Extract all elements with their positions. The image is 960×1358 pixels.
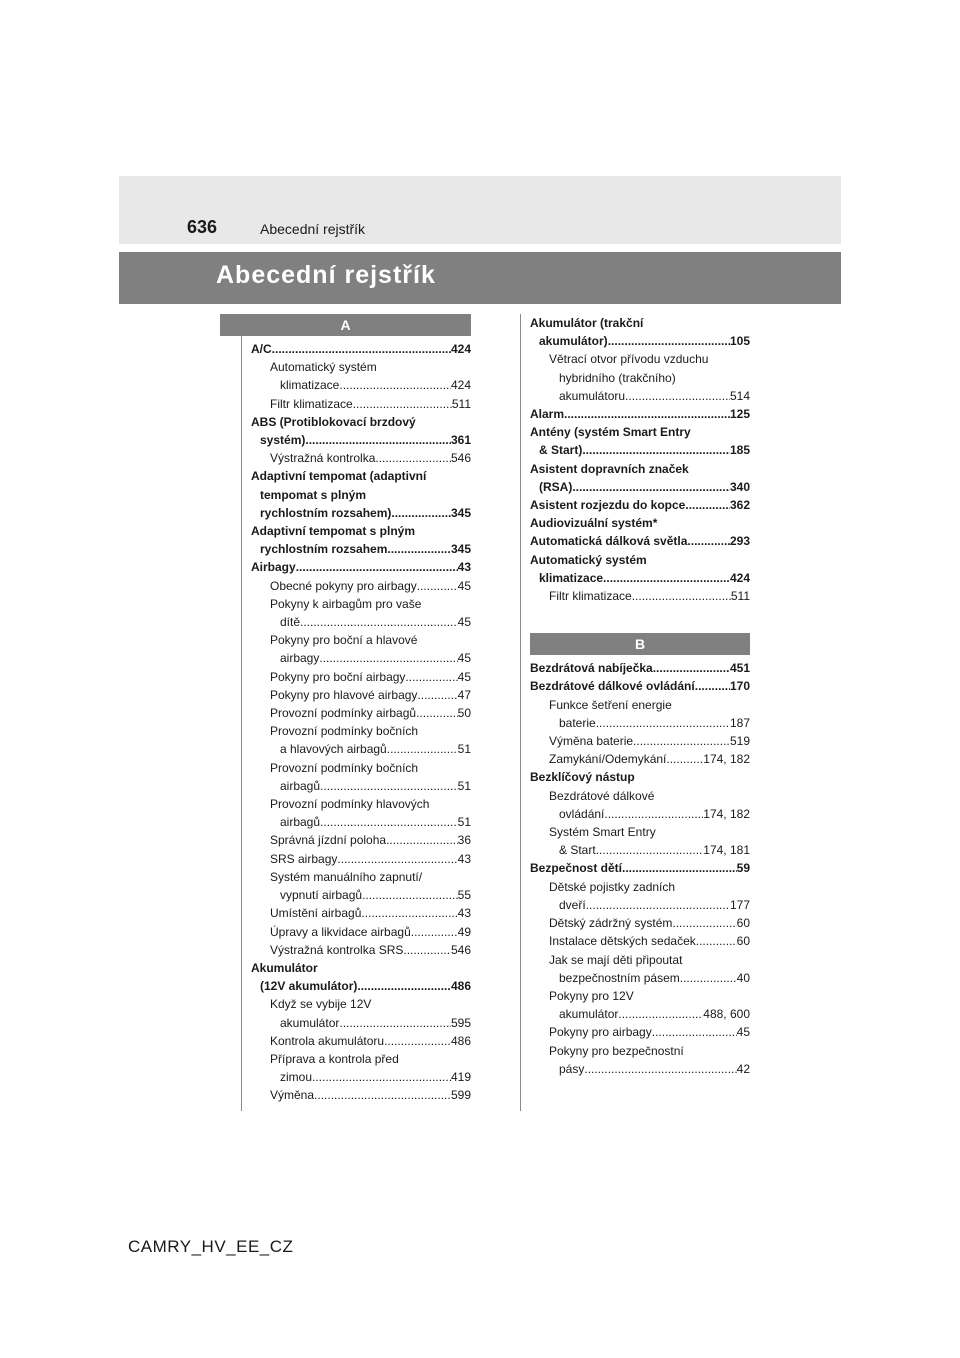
index-entry bbox=[251, 977, 471, 995]
entry-term: ..... Filtr klimatizace bbox=[270, 396, 353, 411]
entry-page-ref: 486 bbox=[450, 979, 471, 994]
entry-page-ref: 340 bbox=[729, 479, 750, 494]
index-entry bbox=[251, 904, 471, 922]
index-entry bbox=[530, 750, 750, 768]
entry-term: ..... rychlostním rozsahem bbox=[260, 542, 388, 557]
entry-term: ..... Bezdrátové dálkové ovládání bbox=[530, 679, 695, 694]
entry-page-ref: 424 bbox=[450, 378, 471, 393]
index-entry bbox=[251, 376, 471, 394]
index-column-1 bbox=[251, 314, 471, 1105]
entry-term: hybridního (trakčního) bbox=[559, 370, 676, 385]
column-rule-left bbox=[241, 314, 242, 1111]
index-entry bbox=[251, 759, 471, 777]
entry-term: tempomat s plným bbox=[260, 487, 367, 502]
entry-page-ref: 43 bbox=[457, 560, 471, 575]
entry-term: Audiovizuální systém* bbox=[530, 516, 658, 531]
entry-page-ref: 51 bbox=[457, 815, 471, 830]
entry-term: ..... Výstražná kontrolka bbox=[270, 451, 376, 466]
entry-term: Funkce šetření energie bbox=[549, 697, 672, 712]
entry-term: Pokyny pro boční a hlavové bbox=[270, 633, 418, 648]
entry-term: Když se vybije 12V bbox=[270, 997, 372, 1012]
index-entry bbox=[530, 478, 750, 496]
index-entry bbox=[530, 677, 750, 695]
entry-page-ref: 45 bbox=[457, 651, 471, 666]
entry-page-ref: 50 bbox=[457, 706, 471, 721]
entry-page-ref: 43 bbox=[457, 851, 471, 866]
entry-term: ..... zimou bbox=[280, 1070, 313, 1085]
index-entry bbox=[530, 969, 750, 987]
entry-term: ..... dveří bbox=[559, 897, 586, 912]
index-entry bbox=[251, 686, 471, 704]
entry-term: Bezdrátové dálkové bbox=[549, 788, 655, 803]
index-entry bbox=[251, 595, 471, 613]
entry-term: ..... akumulátoru bbox=[559, 388, 626, 403]
entry-term: Příprava a kontrola před bbox=[270, 1051, 399, 1066]
entry-page-ref: 546 bbox=[450, 451, 471, 466]
entry-page-ref: 59 bbox=[736, 861, 750, 876]
entry-term: Jak se mají děti připoutat bbox=[549, 952, 683, 967]
entry-term: ..... systém) bbox=[260, 433, 306, 448]
entry-term: Provozní podmínky bočních bbox=[270, 724, 419, 739]
index-entry bbox=[530, 714, 750, 732]
index-entry bbox=[530, 696, 750, 714]
column-rule-middle bbox=[520, 314, 521, 1111]
index-entry bbox=[530, 1005, 750, 1023]
index-entry bbox=[251, 649, 471, 667]
entry-page-ref: 187 bbox=[729, 715, 750, 730]
index-entry bbox=[251, 413, 471, 431]
entry-page-ref: 599 bbox=[450, 1088, 471, 1103]
entry-page-ref: 60 bbox=[736, 934, 750, 949]
entry-term: ..... klimatizace bbox=[539, 570, 604, 585]
entry-page-ref: 60 bbox=[736, 916, 750, 931]
entry-term: ..... airbagů bbox=[280, 815, 321, 830]
entry-term: ..... Umístění airbagů bbox=[270, 906, 362, 921]
index-entry bbox=[251, 467, 471, 485]
entry-page-ref: 43 bbox=[457, 906, 471, 921]
entry-term: ..... Dětský zádržný systém bbox=[549, 916, 673, 931]
entry-page-ref: 424 bbox=[450, 342, 471, 356]
entry-term: ..... a hlavových airbagů bbox=[280, 742, 387, 757]
entry-term: ..... (12V akumulátor) bbox=[260, 979, 358, 994]
index-entry bbox=[251, 995, 471, 1013]
entry-term: ..... Instalace dětských sedaček bbox=[549, 934, 696, 949]
index-entry bbox=[530, 514, 750, 532]
entry-page-ref: 45 bbox=[457, 578, 471, 593]
index-entry bbox=[251, 959, 471, 977]
index-entry bbox=[251, 613, 471, 631]
entry-page-ref: 174, 181 bbox=[703, 843, 750, 858]
entry-page-ref: 519 bbox=[729, 734, 750, 749]
letter-heading-a: A bbox=[220, 314, 471, 336]
page-number: 636 bbox=[187, 217, 218, 237]
entry-term: Automatický systém bbox=[270, 360, 377, 375]
entry-term: Systém Smart Entry bbox=[549, 825, 656, 840]
index-entry bbox=[530, 551, 750, 569]
entry-term: ..... SRS airbagy bbox=[270, 851, 338, 866]
index-entry bbox=[530, 532, 750, 550]
index-entry bbox=[251, 850, 471, 868]
index-entry bbox=[251, 831, 471, 849]
header-band bbox=[119, 176, 841, 244]
entry-page-ref: 47 bbox=[457, 687, 471, 702]
entry-term: ..... & Start) bbox=[539, 443, 583, 458]
running-header: Abecední rejstřík bbox=[260, 221, 366, 237]
entry-page-ref: 488, 600 bbox=[703, 1007, 750, 1022]
index-entry bbox=[530, 951, 750, 969]
index-entry bbox=[530, 387, 750, 405]
entry-term: Dětské pojistky zadních bbox=[549, 879, 676, 894]
entry-term: Adaptivní tempomat (adaptivní bbox=[251, 469, 427, 484]
entry-page-ref: 42 bbox=[736, 1061, 750, 1076]
index-entry bbox=[530, 768, 750, 786]
entry-page-ref: 293 bbox=[729, 534, 750, 549]
index-entry bbox=[251, 522, 471, 540]
entry-term: ..... Výměna baterie bbox=[549, 734, 634, 749]
entry-page-ref: 345 bbox=[450, 505, 471, 520]
entry-term: ..... akumulátor) bbox=[539, 334, 608, 349]
index-entry bbox=[251, 886, 471, 904]
entry-term: ..... klimatizace bbox=[280, 378, 340, 393]
index-entry bbox=[530, 841, 750, 859]
entry-term: ..... rychlostním rozsahem) bbox=[260, 505, 392, 520]
index-entry bbox=[251, 340, 471, 358]
entry-term: ..... Provozní podmínky airbagů bbox=[270, 706, 417, 721]
index-entry bbox=[530, 350, 750, 368]
index-entry bbox=[251, 577, 471, 595]
entry-page-ref: 40 bbox=[736, 970, 750, 985]
index-entry bbox=[251, 704, 471, 722]
entry-term: Provozní podmínky hlavových bbox=[270, 797, 430, 812]
entry-term: ..... pásy bbox=[559, 1061, 585, 1076]
entry-term: ..... dítě bbox=[280, 615, 301, 630]
entry-page-ref: 45 bbox=[457, 669, 471, 684]
index-entry bbox=[251, 941, 471, 959]
entry-term: ..... Pokyny pro airbagy bbox=[549, 1025, 652, 1040]
entry-page-ref: 49 bbox=[457, 924, 471, 939]
entry-page-ref: 55 bbox=[457, 888, 471, 903]
entry-term: ..... Bezpečnost dětí bbox=[530, 861, 623, 876]
index-entry bbox=[530, 878, 750, 896]
entry-page-ref: 345 bbox=[450, 542, 471, 557]
entry-term: ..... Bezdrátová nabíječka bbox=[530, 661, 653, 676]
entry-term: ..... Výstražná kontrolka SRS bbox=[270, 942, 404, 957]
index-entry bbox=[251, 486, 471, 504]
entry-page-ref: 486 bbox=[450, 1033, 471, 1048]
index-entry bbox=[530, 987, 750, 1005]
index-entry bbox=[251, 722, 471, 740]
entry-page-ref: 511 bbox=[730, 589, 750, 604]
footer-code: CAMRY_HV_EE_CZ bbox=[128, 1237, 294, 1256]
entry-term: ..... Kontrola akumulátoru bbox=[270, 1033, 385, 1048]
index-entry bbox=[530, 332, 750, 350]
entry-term: Antény (systém Smart Entry bbox=[530, 425, 691, 440]
index-entry bbox=[251, 558, 471, 576]
index-entry bbox=[251, 777, 471, 795]
index-entry bbox=[251, 1014, 471, 1032]
entry-page-ref: 511 bbox=[451, 396, 471, 411]
entry-term: Akumulátor (trakční bbox=[530, 316, 644, 330]
entry-page-ref: 419 bbox=[450, 1070, 471, 1085]
entry-term: ..... Filtr klimatizace bbox=[549, 589, 632, 604]
index-column-2 bbox=[530, 314, 750, 1078]
index-entry bbox=[530, 787, 750, 805]
entry-page-ref: 514 bbox=[729, 388, 750, 403]
entry-term: ..... baterie bbox=[559, 715, 596, 730]
entry-page-ref: 185 bbox=[729, 443, 750, 458]
index-entry bbox=[251, 358, 471, 376]
index-entry bbox=[530, 1042, 750, 1060]
entry-term: ..... vypnutí airbagů bbox=[280, 888, 363, 903]
index-entry bbox=[530, 423, 750, 441]
entry-page-ref: 174, 182 bbox=[703, 752, 750, 767]
entry-term: ..... Obecné pokyny pro airbagy bbox=[270, 578, 417, 593]
index-entry bbox=[530, 932, 750, 950]
entry-page-ref: 36 bbox=[457, 833, 471, 848]
entry-page-ref: 105 bbox=[729, 334, 750, 349]
entry-page-ref: 595 bbox=[450, 1015, 471, 1030]
entry-term: Adaptivní tempomat s plným bbox=[251, 524, 416, 539]
entry-term: ..... Alarm bbox=[530, 407, 565, 422]
entry-term: Akumulátor bbox=[251, 960, 318, 975]
entry-page-ref: 51 bbox=[457, 778, 471, 793]
entry-term: ..... Automatická dálková světla bbox=[530, 534, 688, 549]
entry-term: Bezklíčový nástup bbox=[530, 770, 635, 785]
entry-page-ref: 362 bbox=[729, 498, 750, 513]
index-entry bbox=[251, 631, 471, 649]
entry-page-ref: 361 bbox=[450, 433, 471, 448]
index-entry bbox=[530, 369, 750, 387]
index-entry bbox=[530, 1060, 750, 1078]
entry-term: ..... akumulátor bbox=[559, 1007, 619, 1022]
entry-term: ..... airbagy bbox=[280, 651, 320, 666]
entry-term: ..... Asistent rozjezdu do kopce bbox=[530, 498, 686, 513]
entry-page-ref: 51 bbox=[457, 742, 471, 757]
index-entry bbox=[251, 504, 471, 522]
entry-term: Systém manuálního zapnutí/ bbox=[270, 869, 423, 884]
entry-page-ref: 45 bbox=[736, 1025, 750, 1040]
index-entry bbox=[251, 923, 471, 941]
entry-page-ref: 125 bbox=[729, 407, 750, 422]
entry-term: Automatický systém bbox=[530, 552, 647, 567]
index-entry bbox=[251, 813, 471, 831]
entry-term: ..... Úpravy a likvidace airbagů bbox=[270, 924, 411, 939]
index-entry bbox=[251, 740, 471, 758]
index-entry bbox=[251, 1050, 471, 1068]
index-entry bbox=[530, 1023, 750, 1041]
entry-term: Pokyny k airbagům pro vaše bbox=[270, 596, 422, 611]
entry-page-ref: 174, 182 bbox=[703, 806, 750, 821]
entry-term: ..... Airbagy bbox=[251, 560, 296, 575]
entry-page-ref: 45 bbox=[457, 615, 471, 630]
index-entry bbox=[530, 314, 750, 332]
index-entry bbox=[251, 395, 471, 413]
entry-term: Větrací otvor přívodu vzduchu bbox=[549, 352, 709, 367]
entry-term: ..... Pokyny pro boční airbagy bbox=[270, 669, 406, 684]
entry-term: ABS (Protiblokovací brzdový bbox=[251, 414, 416, 429]
entry-term: ..... airbagů bbox=[280, 778, 321, 793]
entry-term: ..... & Start bbox=[559, 843, 596, 858]
entry-term: ..... Výměna bbox=[270, 1088, 315, 1103]
index-entry bbox=[530, 441, 750, 459]
index-list-1 bbox=[251, 340, 471, 1105]
index-entry bbox=[530, 859, 750, 877]
page-title: Abecední rejstřík bbox=[216, 261, 436, 289]
index-entry bbox=[530, 405, 750, 423]
entry-page-ref: 177 bbox=[729, 897, 750, 912]
entry-page-ref: 546 bbox=[450, 942, 471, 957]
index-entry bbox=[530, 496, 750, 514]
index-entry bbox=[530, 896, 750, 914]
letter-heading-b: B bbox=[530, 633, 750, 655]
entry-term: ..... Zamykání/Odemykání bbox=[549, 752, 667, 767]
index-entry bbox=[530, 823, 750, 841]
entry-term: ..... akumulátor bbox=[280, 1015, 340, 1030]
entry-term: ..... (RSA) bbox=[539, 479, 573, 494]
index-entry bbox=[251, 449, 471, 467]
entry-term: ..... ovládání bbox=[559, 806, 605, 821]
entry-term: ..... A/C bbox=[251, 342, 272, 356]
entry-term: ..... Správná jízdní poloha bbox=[270, 833, 387, 848]
index-entry bbox=[251, 795, 471, 813]
index-entry bbox=[251, 1086, 471, 1104]
index-entry bbox=[530, 805, 750, 823]
index-entry bbox=[530, 659, 750, 677]
entry-term: ..... Pokyny pro hlavové airbagy bbox=[270, 687, 418, 702]
index-entry bbox=[530, 914, 750, 932]
index-entry bbox=[530, 569, 750, 587]
entry-page-ref: 424 bbox=[729, 570, 750, 585]
title-bar bbox=[119, 252, 841, 304]
index-entry bbox=[251, 431, 471, 449]
entry-page-ref: 451 bbox=[729, 661, 750, 676]
index-list-2 bbox=[530, 314, 750, 1078]
index-entry bbox=[251, 1032, 471, 1050]
entry-term: Pokyny pro 12V bbox=[549, 988, 634, 1003]
index-entry bbox=[251, 668, 471, 686]
entry-term: Pokyny pro bezpečnostní bbox=[549, 1043, 684, 1058]
entry-term: Asistent dopravních značek bbox=[530, 461, 689, 476]
entry-term: Provozní podmínky bočních bbox=[270, 760, 419, 775]
index-entry bbox=[251, 868, 471, 886]
index-entry bbox=[530, 587, 750, 605]
index-entry bbox=[530, 732, 750, 750]
index-entry bbox=[251, 540, 471, 558]
entry-page-ref: 170 bbox=[729, 679, 750, 694]
entry-term: ..... bezpečnostním pásem bbox=[559, 970, 680, 985]
index-entry bbox=[251, 1068, 471, 1086]
index-entry bbox=[530, 460, 750, 478]
